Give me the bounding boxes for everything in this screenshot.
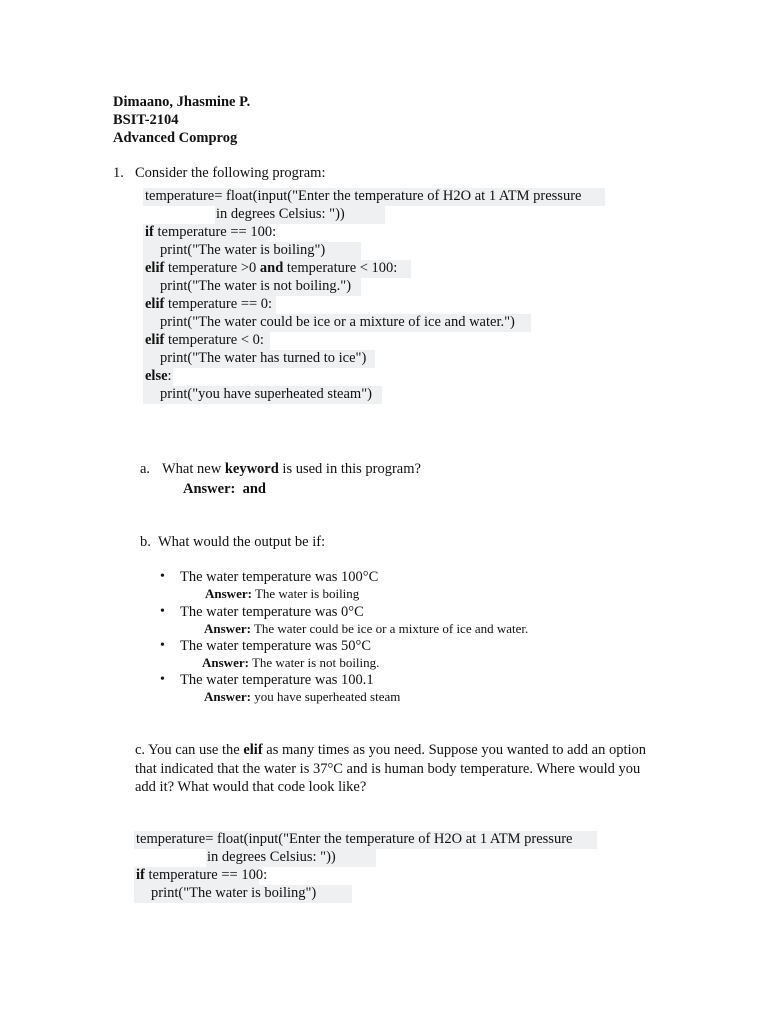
keyword-and: and [259, 260, 284, 276]
question-text: c. You can use the [135, 742, 244, 758]
code-text: : [167, 368, 172, 384]
code-text: temperature < 0: [164, 332, 264, 348]
list-answer [205, 585, 359, 603]
keyword-elif: elif [145, 332, 165, 348]
code-text: temperature == 100: [144, 867, 268, 883]
part-b-label: b. [140, 534, 151, 550]
part-b-question: What would the output be if: [158, 534, 326, 550]
part-c-line: that indicated that the water is 37°C and is human body temperature. Where would you [135, 761, 641, 777]
code-text: temperature == 100: [153, 224, 277, 240]
question-keyword: keyword [224, 461, 279, 477]
question-number: 1. [113, 165, 124, 181]
keyword-else: else [145, 368, 168, 384]
list-answer [204, 688, 400, 706]
question-text: is used in this program? [278, 461, 421, 477]
code-line: print("The water is boiling") [160, 242, 326, 258]
answer-text: The water could be ice or a mixture of ice and water. [250, 621, 529, 636]
bullet-icon: • [160, 672, 165, 687]
code-line [145, 367, 172, 385]
keyword-if: if [136, 867, 145, 883]
part-a-question [162, 460, 421, 478]
code-line [145, 295, 272, 313]
code-text: temperature >0 [164, 260, 260, 276]
answer-label: Answer: [202, 655, 249, 670]
part-c-line: add it? What would that code look like? [135, 779, 367, 795]
question-text: as many times as you need. Suppose you wanted to add an option [262, 742, 647, 758]
code-line: print("The water could be ice or a mixture of ice and water.") [160, 314, 515, 330]
answer-text: The water is not boiling. [248, 655, 380, 670]
code-line: in degrees Celsius: ")) [216, 206, 345, 222]
list-item: The water temperature was 0°C [180, 604, 364, 620]
answer-label: Answer: [205, 586, 252, 601]
list-item: The water temperature was 100°C [180, 569, 379, 585]
list-answer [202, 654, 379, 672]
code-line: print("The water is boiling") [151, 885, 317, 901]
answer-label: Answer: [204, 689, 251, 704]
question-text: What new [162, 461, 225, 477]
code-line: temperature= float(input("Enter the temperature of H2O at 1 ATM pressure [145, 188, 582, 204]
list-item: The water temperature was 100.1 [180, 672, 374, 688]
bullet-icon: • [160, 638, 165, 653]
part-a-answer: Answer: and [183, 481, 266, 497]
code-text: temperature < 100: [283, 260, 398, 276]
student-name: Dimaano, Jhasmine P. [113, 94, 251, 110]
list-answer [204, 620, 528, 638]
code-line: temperature= float(input("Enter the temperature of H2O at 1 ATM pressure [136, 831, 573, 847]
bullet-icon: • [160, 569, 165, 584]
code-line [145, 259, 397, 277]
keyword-elif: elif [145, 260, 165, 276]
course-title: Advanced Comprog [113, 130, 238, 146]
answer-label: Answer: [204, 621, 251, 636]
code-line [145, 223, 276, 241]
code-line [145, 331, 264, 349]
code-line: in degrees Celsius: ")) [207, 849, 336, 865]
answer-text: you have superheated steam [250, 689, 401, 704]
answer-text: The water is boiling [251, 586, 360, 601]
code-line [136, 866, 267, 884]
keyword-if: if [145, 224, 154, 240]
question-keyword: elif [243, 742, 263, 758]
code-text: temperature == 0: [164, 296, 273, 312]
code-line: print("you have superheated steam") [160, 386, 372, 402]
list-item: The water temperature was 50°C [180, 638, 371, 654]
code-line: print("The water is not boiling.") [160, 278, 352, 294]
keyword-elif: elif [145, 296, 165, 312]
student-section: BSIT-2104 [113, 112, 179, 128]
bullet-icon: • [160, 604, 165, 619]
part-a-label: a. [140, 461, 151, 477]
question-prompt: Consider the following program: [135, 165, 326, 181]
code-line: print("The water has turned to ice") [160, 350, 367, 366]
part-c-line [135, 741, 646, 759]
